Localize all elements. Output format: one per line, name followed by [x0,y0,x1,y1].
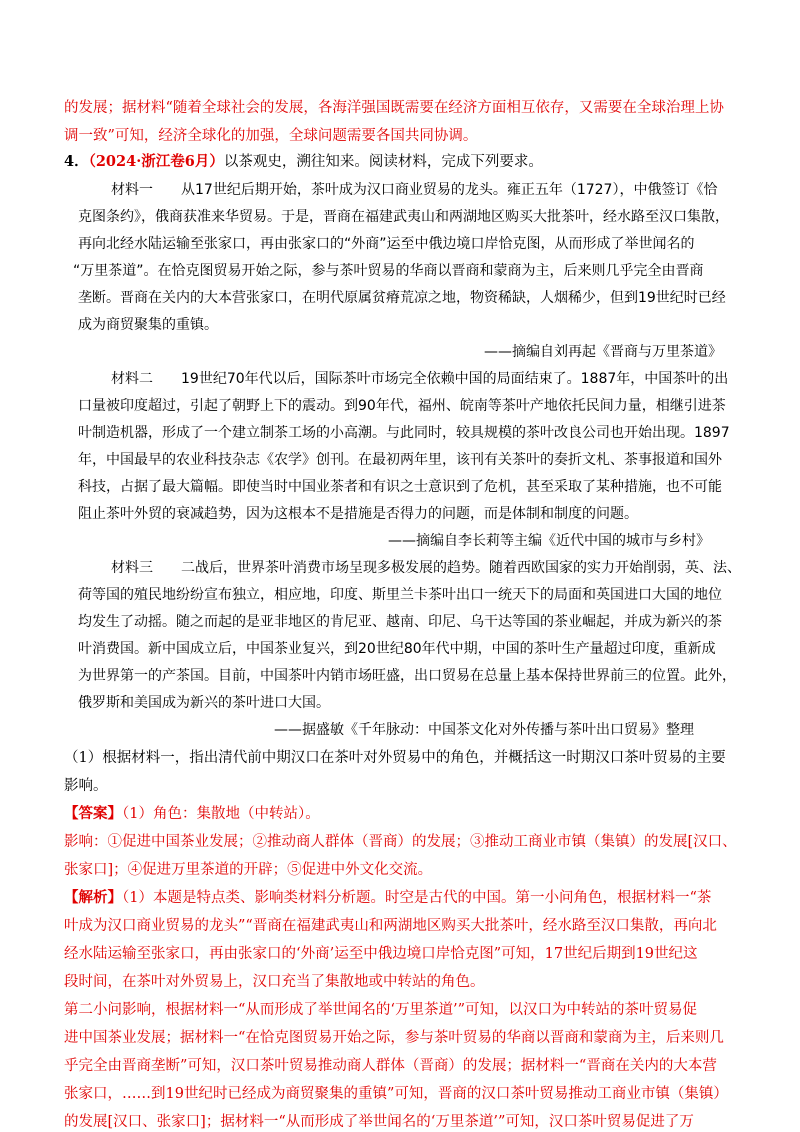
text-line: 荷等国的殖民地纷纷宣布独立，相应地，印度、斯里兰卡茶叶出口一统天下的局面和英国进口大国的地位 [78,587,722,603]
text-line: 材料三 二战后，世界茶叶消费市场呈现多极发展的趋势。随着西欧国家的实力开始削弱，英、法、 [111,560,741,576]
text-line: 垄断。晋商在关内的大本营张家口，在明代原属贫瘠荒凉之地，物资稀缺，人烟稀少，但到19世纪时已经 [78,290,726,306]
question-source: （2024·浙江卷6月） [88,153,224,170]
text-line: 影响：①促进中国茶业发展；②推动商人群体（晋商）的发展；③推动工商业市镇（集镇）的发展[汉口、 [64,834,737,850]
text-line: 第二小问影响，根据材料一“从而形成了举世闻名的‘万里茶道’”可知，以汉口为中转站的茶叶贸易促 [64,1002,698,1018]
text-line: ——摘编自李长莉等主编《近代中国的城市与乡村》 [388,533,710,549]
text-line: 叶制造机器，形成了一个建立制茶工场的小高潮。与此同时，较具规模的茶叶改良公司也开始出现。1897 [78,425,730,441]
text-line: 叶消费国。新中国成立后，中国茶业复兴，到20世纪80年代中期，中国的茶叶生产量超过印度，重新成 [78,641,716,657]
text-line: “万里茶道”。在恰克图贸易开始之际，参与茶叶贸易的华商以晋商和蒙商为主，后来则几乎完全由晋商 [73,263,704,279]
text-line: ——据盛敏《千年脉动：中国茶文化对外传播与茶叶出口贸易》整理 [274,722,694,738]
text-line: 口量被印度超过，引起了朝野上下的震动。到90年代，福州、皖南等茶叶产地依托民间力量，相继引进茶 [78,398,726,414]
text-line: 材料一 从17世纪后期开始，茶叶成为汉口商业贸易的龙头。雍正五年（1727），中俄签订《恰 [111,182,718,198]
text-line: 材料二 19世纪70年代以后，国际茶叶市场完全依赖中国的局面结束了。1887年，中国茶叶的出 [111,371,729,387]
answer-label: 【答案】 [64,805,122,822]
text-line: 俄罗斯和美国成为新兴的茶叶进口大国。 [78,695,330,711]
text-line: 年，中国最早的农业科技杂志《农学》创刊。在最初两年里，该刊有关茶叶的奏折文札、茶事报道和国外 [78,452,722,468]
question-number: 4． [64,153,89,170]
question-4-line [64,150,543,171]
text-line: 阻止茶叶外贸的衰减趋势，因为这根本不是措施是否得力的问题，而是体制和制度的问题。 [78,506,638,522]
text-line: 科技，占据了最大篇幅。即使当时中国业茶者和有识之士意识到了危机，甚至采取了某种措施，也不可能 [78,479,722,495]
text-line: 的发展[汉口、张家口]；据材料一“从而形成了举世闻名的‘万里茶道’”可知，汉口茶叶贸易促进了万 [64,1114,694,1130]
answer-line [64,802,320,823]
text-line: 再向北经水陆运输至张家口，再由张家口的“外商”运至中俄边境口岸恰克图，从而形成了举世闻名的 [78,236,695,252]
text-line: 成为商贸聚集的重镇。 [78,317,218,333]
analysis-text: （1）本题是特点类、影响类材料分析题。时空是古代的中国。第一小问角色，根据材料一“茶 [122,890,712,906]
text-line: 张家口]；④促进万里茶道的开辟；⑤促进中外文化交流。 [64,862,433,878]
answer-text: （1）角色：集散地（中转站）。 [122,806,320,822]
text-line: ——摘编自刘再起《晋商与万里茶道》 [484,344,722,360]
text-line: 叶成为汉口商业贸易的龙头”“晋商在福建武夷山和两湖地区购买大批茶叶，经水路至汉口集散，再向北 [64,918,717,934]
text-line: 调一致”可知，经济全球化的加强，全球问题需要各国共同协调。 [64,128,478,144]
text-line: 均发生了动摇。随之而起的是亚非地区的肯尼亚、越南、印尼、乌干达等国的茶业崛起，并成为新兴的茶 [78,614,722,630]
text-line: 段时间，在茶叶对外贸易上，汉口充当了集散地或中转站的角色。 [64,974,485,990]
analysis-line [64,886,711,907]
text-line: （1）根据材料一，指出清代前中期汉口在茶叶对外贸易中的角色，并概括这一时期汉口茶叶贸易的主要 [64,750,726,766]
text-line: 张家口，……到19世纪时已经成为商贸聚集的重镇”可知，晋商的汉口茶叶贸易推动工商业市镇（集镇） [64,1086,728,1102]
text-line: 进中国茶业发展；据材料一“在恰克图贸易开始之际，参与茶叶贸易的华商以晋商和蒙商为主，后来则几 [64,1030,724,1046]
text-line: 的发展；据材料“随着全球社会的发展，各海洋强国既需要在经济方面相互依存，又需要在全球治理上协 [64,100,724,116]
text-line: 为世界第一的产茶国。目前，中国茶叶内销市场旺盛，出口贸易在总量上基本保持世界前三的位置。此外， [78,668,736,684]
text-line: 经水陆运输至张家口，再由张家口的‘外商’运至中俄边境口岸恰克图”可知，17世纪后期到19世纪这 [64,946,698,962]
question-prompt: 以茶观史，溯往知来。阅读材料，完成下列要求。 [223,154,543,170]
text-line: 克图条约》，俄商获准来华贸易。于是，晋商在福建武夷山和两湖地区购买大批茶叶，经水路至汉口集散， [78,209,729,225]
analysis-label: 【解析】 [64,889,122,906]
text-line: 乎完全由晋商垄断”可知，汉口茶叶贸易推动商人群体（晋商）的发展；据材料一“晋商在关内的大本营 [64,1058,717,1074]
text-line: 影响。 [64,778,108,794]
